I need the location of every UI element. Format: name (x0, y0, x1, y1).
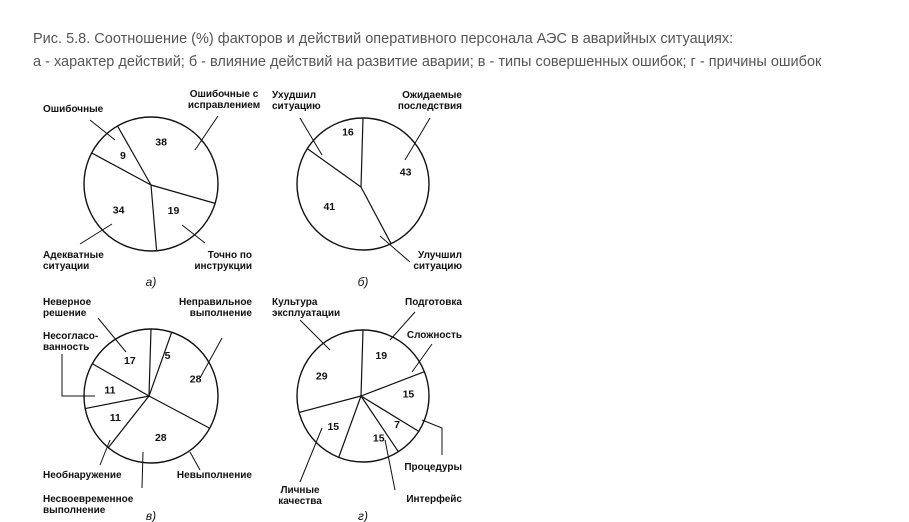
slice-value-личные-качества: 29 (315, 370, 328, 383)
slice-label-адекватные-ситуации (43, 224, 112, 272)
slice-label-ошибочные (43, 103, 115, 140)
slice-value-адекватные-ситуации: 9 (120, 150, 126, 163)
slice-label-text: Ошибочные с исправлением (187, 89, 261, 111)
slice-label-text: Точно по инструкции (194, 250, 252, 272)
slice-label-text: Интерфейс (406, 494, 462, 505)
slice-label-text: Необнаружение (43, 470, 122, 481)
slice-value-несвоевременное-выполнение: 11 (104, 384, 116, 397)
slice-label-text: Процедуры (404, 462, 462, 473)
slice-label-text: Сложность (406, 330, 462, 341)
slice-label-text: Ожидаемые последствия (397, 90, 462, 112)
slice-label-text: Неверное решение (43, 297, 92, 319)
slice-value-подготовка: 15 (402, 388, 415, 401)
slice-label-text: Ухудшил ситуацию (272, 90, 321, 112)
leader-line (422, 420, 442, 455)
slice-label-text: Несогласо-ванность (43, 331, 99, 353)
slice-label-text: Неправильное выполнение (179, 297, 252, 319)
slice-label-text: Несвоевременное выполнение (43, 494, 134, 516)
slice-value-неверное-решение: 28 (189, 373, 202, 386)
slice-value-ошибочные-с-исправлением: 19 (167, 205, 180, 218)
slice-value-улучшил-ситуацию: 16 (342, 126, 354, 139)
slice-value-необнаружение: 17 (124, 355, 136, 368)
slice-value-интерфейс: 15 (327, 421, 340, 434)
pie-chart-b (272, 90, 462, 289)
slice-value-культура-эксплуатации: 19 (375, 350, 388, 363)
slice-value-ухудшил-ситуацию: 43 (399, 166, 412, 179)
caption-line-1: Рис. 5.8. Соотношение (%) факторов и действий оперативного персонала АЭС в аварийных ситуациях: (33, 31, 734, 47)
slice-value-процедуры: 15 (372, 432, 385, 445)
slice-value-неправильное-выполнение: 28 (154, 431, 167, 444)
slice-label-text: Улучшил ситуацию (413, 250, 462, 272)
pie-subtitle-c: в) (145, 509, 157, 522)
pie-chart-c (43, 297, 252, 522)
pie-chart-d (272, 297, 462, 522)
slice-label-text: Невыполнение (176, 470, 252, 481)
slice-label-text: Подготовка (405, 297, 462, 308)
caption-line-2: а - характер действий; б - влияние действий на развитие аварии; в - типы совершенных ошибок; г - причины ошибок (33, 54, 822, 70)
slice-value-невыполнение: 11 (109, 412, 121, 425)
slice-label-text: Ошибочные (43, 104, 104, 115)
slice-label-text: Личные качества (278, 485, 322, 507)
leader-line (190, 452, 200, 470)
pie-subtitle-d: г) (358, 509, 368, 522)
slice-value-точно-по-инструкции: 34 (112, 204, 125, 217)
pie-chart-a (43, 88, 260, 289)
leader-line (195, 116, 218, 150)
leader-line (300, 320, 330, 350)
slice-value-ожидаемые-последствия: 41 (323, 201, 336, 214)
slice-label-text: Адекватные ситуации (43, 250, 104, 272)
slice-value-ошибочные: 38 (155, 136, 167, 149)
slice-label-невыполнение (177, 452, 253, 481)
slice-label-несвоевременное-выполнение (43, 452, 143, 516)
slice-label-text: Культура эксплуатации (272, 297, 341, 319)
slice-value-сложность: 7 (394, 419, 400, 432)
slice-value-несогласованность: 5 (164, 349, 171, 362)
pie-subtitle-b: б) (357, 275, 369, 289)
pie-subtitle-a: а) (145, 275, 157, 289)
